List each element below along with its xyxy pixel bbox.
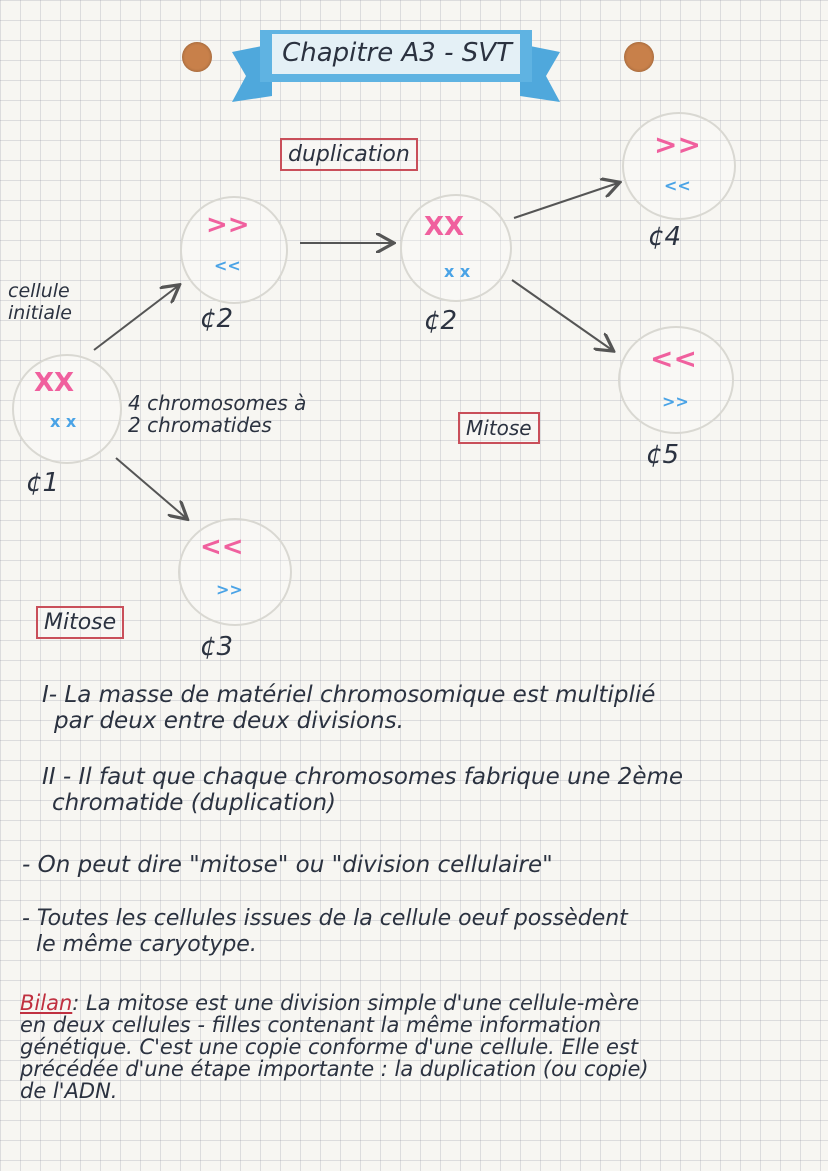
paragraph-2-line-2: chromatide (duplication) <box>52 790 337 816</box>
cell-1-label: ¢1 <box>26 468 60 498</box>
cell-5-label: ¢5 <box>646 440 680 470</box>
cell-1-chromosomes-pink: XX <box>34 368 75 398</box>
page-title: Chapitre A3 - SVT <box>282 38 512 68</box>
cell-2b-chromosomes-pink: XX <box>424 212 465 242</box>
arrow-c1-to-c2 <box>94 286 178 350</box>
cell-1-chromosomes-blue: x x <box>50 412 77 431</box>
cell-2-label: ¢2 <box>200 304 234 334</box>
cell-3-chromosomes-pink: << <box>200 532 244 562</box>
cell-2b-label: ¢2 <box>424 306 458 336</box>
cell-3-label: ¢3 <box>200 632 234 662</box>
cellule-initiale-line2: initiale <box>8 302 72 324</box>
arrow-c2b-to-c5 <box>512 280 612 350</box>
arrow-c1-to-c3 <box>116 458 186 518</box>
bilan-line-2: en deux cellules - filles contenant la même information <box>20 1013 602 1037</box>
paragraph-3 <box>22 852 812 878</box>
cell-4-chromosomes-pink: >> <box>654 128 701 161</box>
bilan-section <box>20 992 820 1102</box>
cell-5-chromosomes-blue: >> <box>662 392 689 411</box>
cell-4-label: ¢4 <box>648 222 682 252</box>
cell-2-duplicated <box>400 194 512 302</box>
cell-4-chromosomes-blue: << <box>664 176 691 195</box>
mitose-label-left: Mitose <box>36 606 124 639</box>
bilan-line-3: génétique. C'est une copie conforme d'une cellule. Elle est <box>20 1035 639 1059</box>
cell-2-chromosomes-blue: << <box>214 256 241 275</box>
paragraph-2 <box>42 764 822 816</box>
bilan-line-5: de l'ADN. <box>20 1079 118 1103</box>
chromosome-note-line1: 4 chromosomes à <box>128 391 307 415</box>
paragraph-1-line-2: par deux entre deux divisions. <box>54 708 404 734</box>
cell-2-chromosomes-pink: >> <box>206 210 250 240</box>
duplication-label: duplication <box>280 138 418 171</box>
mitose-label-right: Mitose <box>458 412 540 444</box>
paragraph-4 <box>22 906 822 958</box>
bilan-line-1-text: : La mitose est une division simple d'une cellule-mère <box>72 991 640 1015</box>
bilan-line-1 <box>20 992 820 1014</box>
cell-5-chromosomes-pink: << <box>650 342 697 375</box>
paragraph-3-line-1: - On peut dire "mitose" ou "division cellulaire" <box>22 852 553 878</box>
arrow-c2b-to-c4 <box>514 183 618 218</box>
paragraph-1 <box>42 682 822 734</box>
paragraph-4-line-2: le même caryotype. <box>36 932 257 957</box>
paragraph-2-line-1: II - Il faut que chaque chromosomes fabrique une 2ème <box>42 764 684 790</box>
paragraph-4-line-1: - Toutes les cellules issues de la cellule oeuf possèdent <box>22 906 628 931</box>
bilan-keyword: Bilan <box>20 991 73 1015</box>
chromosome-note-line2: 2 chromatides <box>128 413 272 437</box>
cellule-initiale-line1: cellule <box>8 280 70 302</box>
cell-2b-chromosomes-blue: x x <box>444 262 471 281</box>
bilan-line-4: précédée d'une étape importante : la duplication (ou copie) <box>20 1057 649 1081</box>
paragraph-1-line-1: I- La masse de matériel chromosomique est multiplié <box>42 682 656 708</box>
cell-3-chromosomes-blue: >> <box>216 580 243 599</box>
